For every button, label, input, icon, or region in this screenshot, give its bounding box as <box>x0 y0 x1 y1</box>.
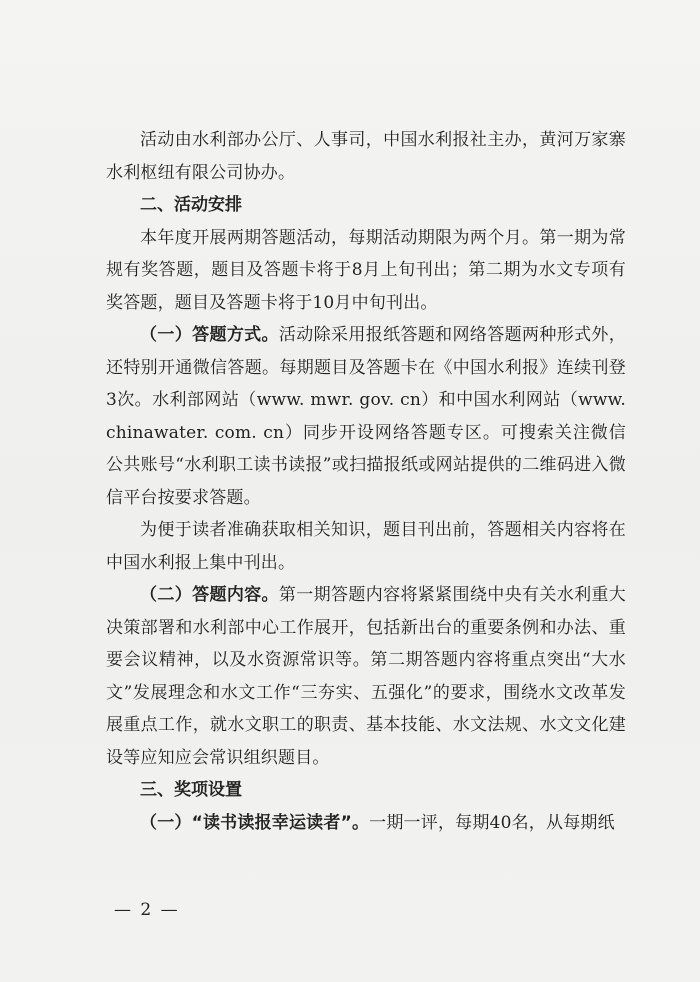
paragraph-activity-periods: 本年度开展两期答题活动，每期活动期限为两个月。第一期为常规有奖答题，题目及答题卡将于8月上旬刊出；第二期为水文专项有奖答题，题目及答题卡将于10月中旬刊出。 <box>106 227 626 313</box>
paragraph-answer-content <box>106 579 626 774</box>
page-number: — 2 — <box>114 900 180 920</box>
subheading-answer-content: （二）答题内容。 <box>140 585 279 605</box>
subheading-lucky-readers: （一）“读书读报幸运读者”。 <box>140 812 370 833</box>
subheading-answer-method: （一）答题方式。 <box>140 325 279 345</box>
paragraph-prepublication: 为便于读者准确获取相关知识，题目刊出前，答题相关内容将在中国水利报上集中刊出。 <box>106 520 626 573</box>
paragraph-lucky-readers <box>106 807 626 840</box>
answer-content-text: 第一期答题内容将紧紧围绕中央有关水利重大决策部署和水利部中心工作展开，包括新出台的重要条例和办法、重要会议精神，以及水资源常识等。第二期答题内容将重点突出“大水文”发展理念和水文工作“三夯实、五强化”的要求，围绕水文改革发展重点工作，就水文职工的职责、基本技能、水文法规、水文文化建设等应知应会常识组织题目。 <box>106 585 626 768</box>
paragraph-organizers: 活动由水利部办公厅、人事司，中国水利报社主办，黄河万家寨水利枢纽有限公司协办。 <box>106 130 626 183</box>
document-body <box>106 124 626 839</box>
paragraph-answer-method <box>106 319 626 514</box>
section-heading-activity-arrangement: 二、活动安排 <box>140 195 242 215</box>
answer-method-text: 活动除采用报纸答题和网络答题两种形式外，还特别开通微信答题。每期题目及答题卡在《中国水利报》连续刊登3次。水利部网站（www. mwr. gov. cn）和中国水利网站（www. chinawater. com. cn）同步开设网络答题专区。可搜索关注微信公共账号“水利职工读书读报”或扫描报纸或网站提供的二维码进入微信平台按要求答题。 <box>106 325 626 508</box>
lucky-readers-text: 一期一评，每期40名，从每期纸 <box>369 812 615 833</box>
section-heading-awards: 三、奖项设置 <box>140 780 242 800</box>
